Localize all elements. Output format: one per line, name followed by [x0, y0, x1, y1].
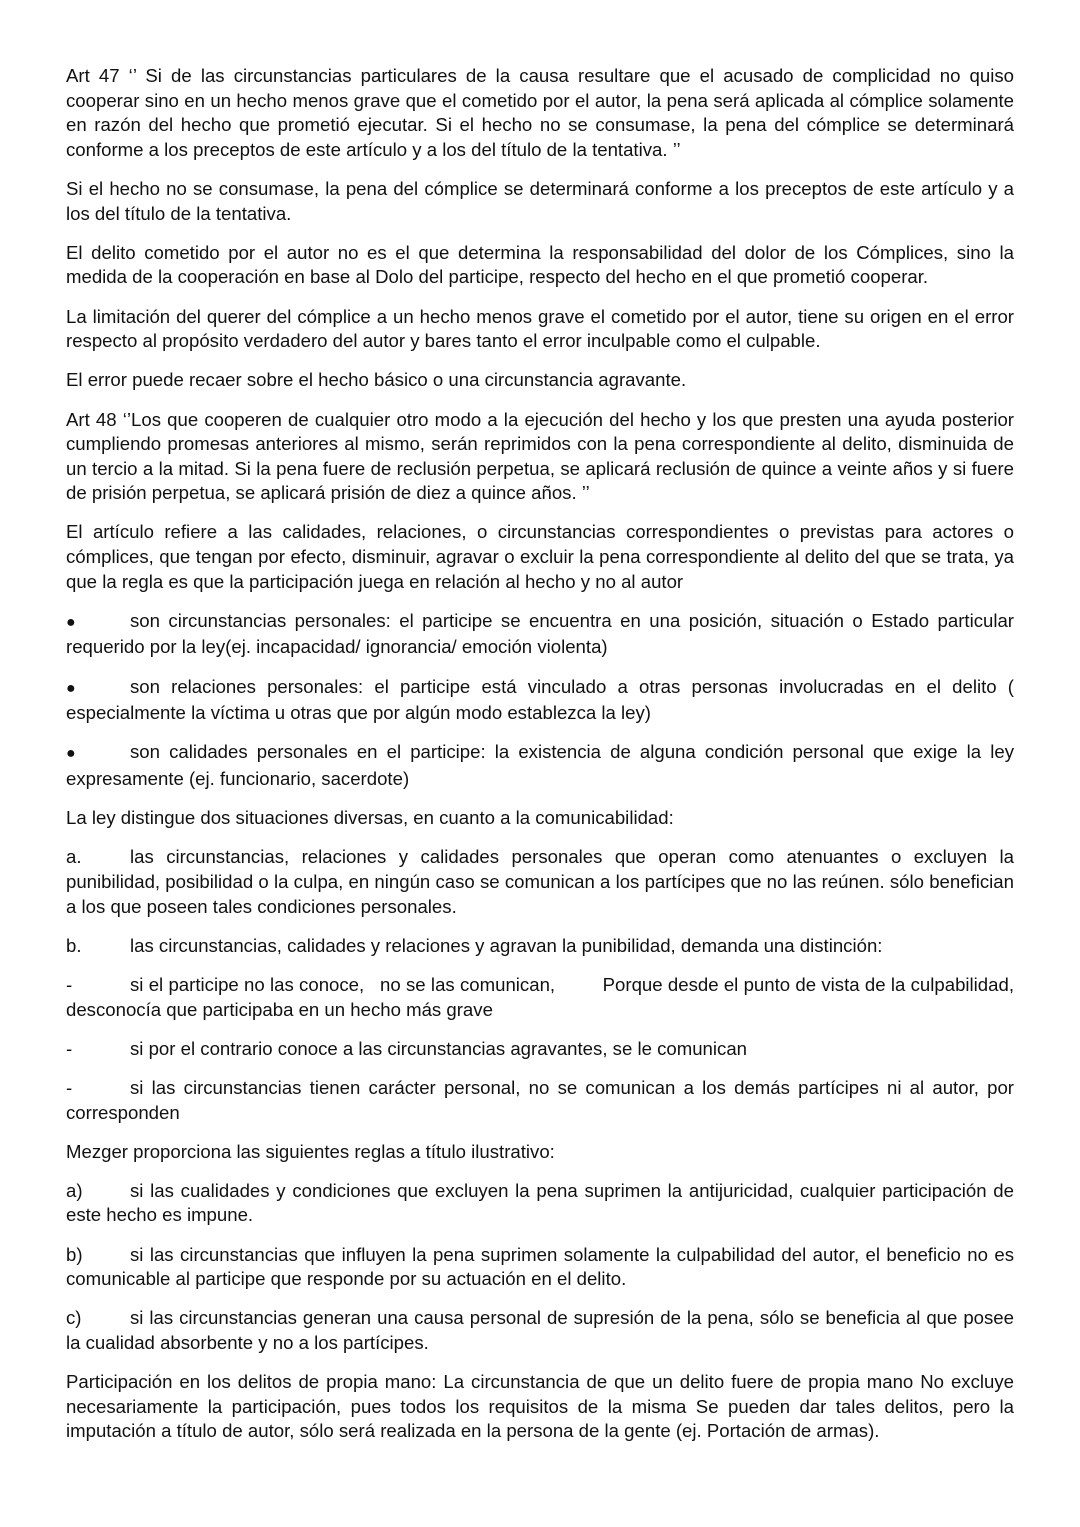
rule-marker: c): [66, 1307, 82, 1329]
rule-text: si las circunstancias generan una causa personal de supresión de la pena, sólo se beneficia al que posee la cualidad absorbente y no a los partícipes.: [66, 1307, 1014, 1354]
bullet-text: son circunstancias personales: el participe se encuentra en una posición, situación o Estado particular requerido por la ley(ej. incapacidad/ ignorancia/ emoción violenta): [66, 609, 1014, 658]
rule-item: [66, 1179, 1014, 1228]
situation-marker: b.: [66, 934, 82, 956]
bullet-marker: ●: [66, 613, 76, 631]
situation-marker: a.: [66, 846, 82, 868]
dash-marker: -: [66, 973, 73, 995]
rule-item: [66, 1243, 1014, 1292]
rule-marker: b): [66, 1243, 83, 1265]
rules-list: [66, 1179, 1014, 1356]
bullet-marker: ●: [66, 679, 76, 697]
paragraph-error: El error puede recaer sobre el hecho básico o una circunstancia agravante.: [66, 369, 687, 391]
paragraph-mezger-intro: Mezger proporciona las siguientes reglas a título ilustrativo:: [66, 1140, 555, 1162]
situations-list: [66, 845, 1014, 958]
bullet-item: [66, 740, 1014, 791]
situation-text: las circunstancias, relaciones y calidades personales que operan como atenuantes o excluyen la punibilidad, posibilidad o la culpa, en ningún caso se comunican a los partícipes que no las reúnen. sólo benefician a los que poseen tales condiciones personales.: [66, 846, 1014, 917]
paragraph-art-47: Art 47 ‘’ Si de las circunstancias particulares de la causa resultare que el acusado de complicidad no quiso cooperar sino en un hecho menos grave que el cometido por el autor, la pena será aplicada al cómplice solamente en razón del hecho que prometió ejecutar. Si el hecho no se consumase, la pena del cómplice se determinará conforme a los preceptos de este artículo y a los del título de la tentativa. ’’: [66, 65, 1014, 160]
dash-text: si el participe no las conoce, no se las comunican, Porque desde el punto de vista de la culpabilidad, desconocía que participaba en un hecho más grave: [66, 973, 1020, 1020]
situation-item: [66, 845, 1014, 919]
rule-text: si las circunstancias que influyen la pena suprimen solamente la culpabilidad del autor, el beneficio no es comunicable al participe que responde por su actuación en el delito.: [66, 1243, 1014, 1290]
paragraph-will-limitation: La limitación del querer del cómplice a un hecho menos grave el cometido por el autor, tiene su origen en el error respecto al propósito verdadero del autor y bares tanto el error inculpable como el culpable.: [66, 305, 1014, 352]
bullet-marker: ●: [66, 745, 76, 763]
dash-marker: -: [66, 1037, 73, 1059]
paragraph-own-hand-crimes: Participación en los delitos de propia mano: La circunstancia de que un delito fuere de propia mano No excluye necesariamente la participación, pues todos los requisitos de la misma Se pueden dar tales delitos, pero la imputación a título de autor, sólo será realizada en la persona de la gente (ej. Portación de armas).: [66, 1371, 1014, 1442]
rule-item: [66, 1306, 1014, 1355]
bullet-text: son relaciones personales: el participe está vinculado a otras personas involucradas en el delito ( especialmente la víctima u otras que por algún modo establezca la ley): [66, 675, 1014, 724]
rule-marker: a): [66, 1179, 83, 1201]
situation-text: las circunstancias, calidades y relaciones y agravan la punibilidad, demanda una distinción:: [130, 934, 883, 956]
bullet-item: [66, 675, 1014, 726]
paragraph-article-refers: El artículo refiere a las calidades, relaciones, o circunstancias correspondientes o previstas para actores o cómplices, que tengan por efecto, disminuir, agravar o excluir la pena correspondiente al delito del que se trata, ya que la regla es que la participación juega en relación al hecho y no al autor: [66, 521, 1014, 592]
bullet-list: [66, 609, 1014, 792]
dash-text: si por el contrario conoce a las circunstancias agravantes, se le comunican: [130, 1037, 748, 1059]
dash-marker: -: [66, 1076, 73, 1098]
paragraph-art-48: Art 48 ‘’Los que cooperen de cualquier otro modo a la ejecución del hecho y los que presten una ayuda posterior cumpliendo promesas anteriores al mismo, serán reprimidos con la pena correspondiente al delito, disminuida de un tercio a la mitad. Si la pena fuere de reclusión perpetua, se aplicará reclusión de quince a veinte años y si fuere de prisión perpetua, se aplicará prisión de diez a quince años. ’’: [66, 408, 1014, 504]
bullet-item: [66, 609, 1014, 660]
dash-item: [66, 1037, 1014, 1062]
paragraph-accomplice-responsibility: El delito cometido por el autor no es el que determina la responsabilidad del dolor de los Cómplices, sino la medida de la cooperación en base al Dolo del participe, respecto del hecho en el que prometió cooperar.: [66, 241, 1014, 288]
dash-item: [66, 1076, 1014, 1125]
situation-item: [66, 934, 1014, 959]
paragraph-distinction-intro: La ley distingue dos situaciones diversas, en cuanto a la comunicabilidad:: [66, 807, 674, 829]
rule-text: si las cualidades y condiciones que excluyen la pena suprimen la antijuricidad, cualquier participación de este hecho es impune.: [66, 1179, 1014, 1226]
dash-item: [66, 973, 1020, 1022]
dash-text: si las circunstancias tienen carácter personal, no se comunican a los demás partícipes ni al autor, por corresponden: [66, 1076, 1014, 1123]
paragraph-consummation: Si el hecho no se consumase, la pena del cómplice se determinará conforme a los preceptos de este artículo y a los del título de la tentativa.: [66, 177, 1014, 224]
dash-list: [66, 973, 1020, 1125]
bullet-text: son calidades personales en el participe: la existencia de alguna condición personal que exige la ley expresamente (ej. funcionario, sacerdote): [66, 741, 1014, 789]
